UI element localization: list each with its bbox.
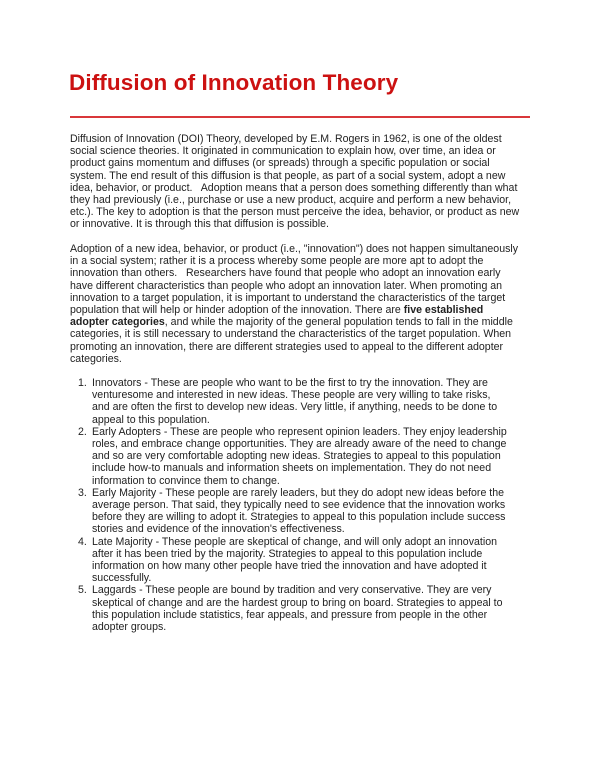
text-line — [70, 304, 518, 316]
text-line — [70, 170, 519, 182]
text-line: appeal to this population. — [92, 413, 210, 426]
text-segment: product gains momentum and diffuses (or spreads) through a specific population or social — [70, 157, 490, 170]
text-segment: Adoption of a new idea, behavior, or product (i.e., "innovation") does not happen simultaneously — [70, 243, 519, 255]
text-segment: innovation to a target population, it is important to understand the characteristics of the target — [70, 291, 506, 304]
text-line — [70, 267, 518, 279]
text-line — [70, 182, 519, 194]
text-segment: system. The end result of this diffusion is that people, as part of a social system, adopt a new — [70, 169, 506, 182]
list-item — [70, 584, 507, 633]
text-line: information on how many other people have tried the innovation and have adopted it — [92, 560, 487, 573]
text-segment: have different characteristics than people who adopt an innovation later. When promoting an — [70, 279, 503, 292]
text-line — [70, 145, 519, 157]
text-segment: categories, it is still necessary to understand the characteristics of the target population. When — [70, 328, 512, 341]
text-segment: Diffusion of Innovation (DOI) Theory, developed by E.M. Rogers in 1962, is one of the oldest — [70, 133, 502, 145]
text-segment: categories. — [70, 352, 122, 365]
text-segment: , and while the majority of the general population tends to fall in the middle — [164, 316, 513, 329]
text-segment: etc.). The key to adoption is that the person must perceive the idea, behavior, or product as new — [70, 206, 520, 219]
text-line — [70, 157, 519, 169]
text-segment: population that will help or hinder adoption of the innovation. There are — [70, 304, 404, 317]
text-line — [70, 353, 518, 365]
text-line — [70, 243, 518, 255]
text-line — [70, 133, 519, 145]
list-item — [70, 536, 507, 585]
text-line: Early Adopters - These are people who represent opinion leaders. They enjoy leadership — [92, 425, 507, 438]
bold-text: adopter categories — [70, 316, 165, 329]
text-line: successfully. — [92, 572, 152, 585]
text-line — [70, 194, 519, 206]
list-number: 2. — [78, 425, 87, 438]
text-line: information to convince them to change. — [92, 474, 280, 487]
text-line — [70, 328, 518, 340]
intro-paragraph — [70, 133, 519, 231]
text-segment: or innovative. It is through this that diffusion is possible. — [70, 218, 329, 231]
text-line: before they are willing to adopt it. Strategies to appeal to this population include success — [92, 511, 506, 524]
text-line: and are often the first to develop new ideas. Very little, if anything, needs to be done to — [92, 401, 498, 414]
list-number: 3. — [78, 486, 87, 499]
text-segment: in a social system; rather it is a process whereby some people are more apt to adopt the — [70, 255, 484, 268]
text-line: this population include statistics, fear appeals, and pressure from people in the other — [92, 608, 488, 621]
text-line — [70, 206, 519, 218]
bold-text: five established — [403, 304, 484, 317]
text-line: venturesome and interested in new ideas. These people are very willing to take risks, — [92, 389, 491, 402]
text-line — [70, 218, 519, 230]
text-line: Late Majority - These people are skeptical of change, and will only adopt an innovation — [92, 535, 497, 548]
text-line: adopter groups. — [92, 621, 167, 634]
text-line — [70, 255, 518, 267]
text-line: Innovators - These are people who want to be the first to try the innovation. They are — [92, 377, 488, 389]
adopter-categories-list — [70, 377, 507, 633]
text-segment: promoting an innovation, there are different strategies used to appeal to the different adopter — [70, 340, 504, 353]
text-line — [70, 280, 518, 292]
text-line: roles, and embrace change opportunities. They are already aware of the need to change — [92, 438, 507, 451]
text-segment: innovation than others. Researchers have found that people who adopt an innovation early — [70, 267, 501, 280]
adoption-paragraph — [70, 243, 518, 365]
text-line: stories and evidence of the innovation's effectiveness. — [92, 523, 345, 536]
text-line — [70, 341, 518, 353]
text-line — [70, 292, 518, 304]
list-number: 4. — [78, 535, 87, 548]
list-item — [70, 487, 507, 536]
list-item — [70, 377, 507, 426]
list-number: 5. — [78, 584, 87, 597]
text-line: Early Majority - These people are rarely leaders, but they do adopt new ideas before the — [92, 486, 505, 499]
text-segment: idea, behavior, or product. Adoption means that a person does something differently than what — [70, 181, 518, 194]
text-line: include how-to manuals and information sheets on implementation. They do not need — [92, 462, 492, 475]
list-number: 1. — [78, 377, 87, 389]
text-line: average person. That said, they typically need to see evidence that the innovation works — [92, 499, 506, 512]
text-line: after it has been tried by the majority. Strategies to appeal to this population include — [92, 547, 483, 560]
text-line — [70, 316, 518, 328]
text-line: and so are very comfortable adopting new ideas. Strategies to appeal to this population — [92, 450, 501, 463]
list-item — [70, 426, 507, 487]
text-line: Laggards - These people are bound by tradition and very conservative. They are very — [92, 584, 492, 597]
page-title: Diffusion of Innovation Theory — [69, 70, 399, 95]
title-divider — [70, 116, 530, 118]
text-segment: they had previously (i.e., purchase or use a new product, acquire and perform a new behavior, — [70, 194, 512, 207]
text-line: skeptical of change and are the hardest group to bring on board. Strategies to appeal to — [92, 596, 503, 609]
text-segment: social science theories. It originated in communication to explain how, over time, an idea or — [70, 145, 496, 158]
